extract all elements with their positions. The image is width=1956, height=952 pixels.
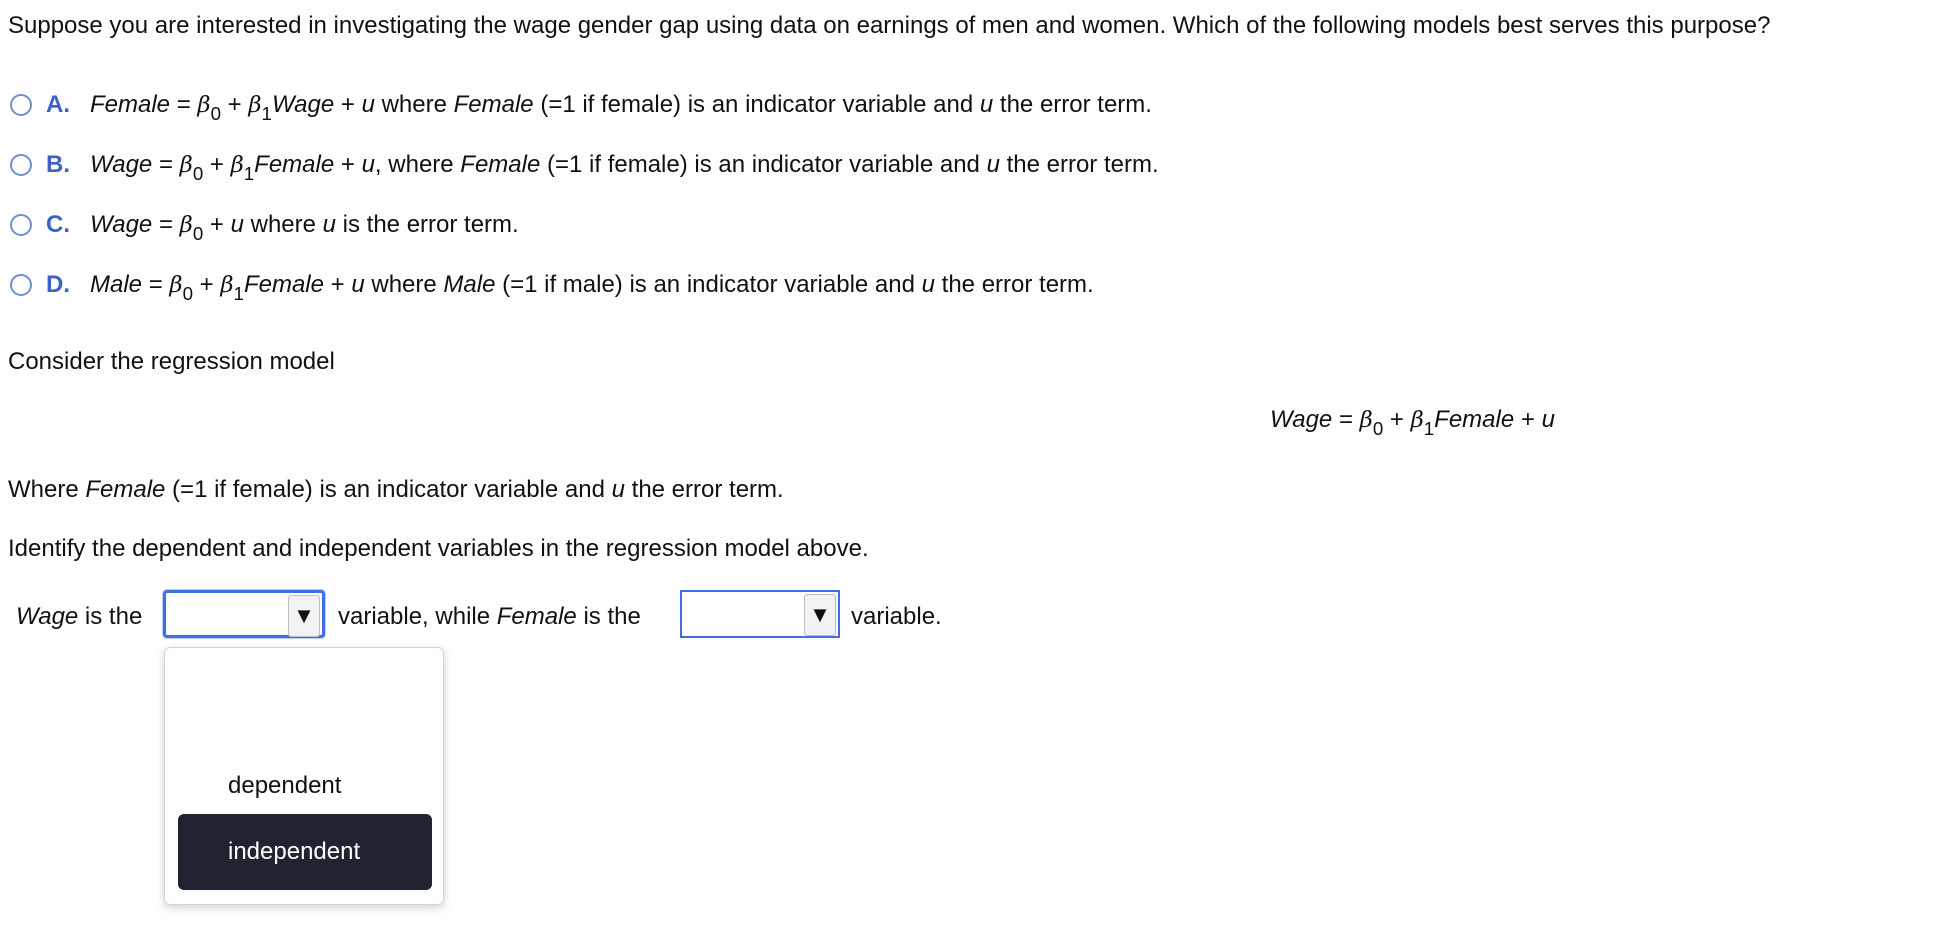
radio-button[interactable] — [10, 154, 32, 176]
option-letter: C. — [46, 211, 70, 238]
option-text: Wage = $\beta_0 + u$ where u is the error term. — [90, 211, 519, 244]
radio-button[interactable] — [10, 94, 32, 116]
option-letter: A. — [46, 91, 70, 118]
question-text: Suppose you are interested in investigating the wage gender gap using data on earnings of men and women. Which of the following models best serves this purpose? — [8, 12, 1771, 39]
option-letter: D. — [46, 271, 70, 298]
dropdown-menu — [164, 647, 444, 905]
dropdown-arrow-icon[interactable]: ▼ — [288, 595, 320, 637]
option-text: Male = $\beta_0$ + $\beta_1Female + u$ where Male (=1 if male) is an indicator variable and u the error term. — [90, 271, 1094, 304]
option-b[interactable] — [10, 148, 1159, 182]
regression-equation: Wage = $\beta_0$ + $\beta_1Female + u$ — [1270, 406, 1555, 439]
option-d[interactable] — [10, 268, 1094, 302]
dropdown-option-dependent[interactable]: dependent — [228, 772, 342, 799]
option-letter: B. — [46, 151, 70, 178]
regression-intro: Consider the regression model — [8, 348, 335, 375]
radio-button[interactable] — [10, 214, 32, 236]
option-text: Female = $\beta_0$ + $\beta_1Wage + u$ where Female (=1 if female) is an indicator variable and u the error term. — [90, 91, 1152, 124]
option-text: Wage = $\beta_0$ + $\beta_1Female + u$, where Female (=1 if female) is an indicator variable and u the error term. — [90, 151, 1159, 184]
variable-type-select-2[interactable] — [680, 590, 840, 638]
fill-in-end: variable. — [851, 603, 942, 630]
option-a[interactable] — [10, 88, 1152, 122]
dropdown-arrow-icon[interactable]: ▼ — [804, 594, 836, 636]
option-c[interactable] — [10, 208, 519, 242]
fill-in-lead: Wage is the — [16, 603, 143, 630]
variable-type-select-1[interactable] — [163, 590, 325, 638]
fill-in-middle: variable, while Female is the — [338, 603, 641, 630]
radio-button[interactable] — [10, 274, 32, 296]
dropdown-option-independent[interactable]: independent — [178, 814, 432, 890]
identify-prompt: Identify the dependent and independent variables in the regression model above. — [8, 535, 869, 562]
variable-definition: Where Female (=1 if female) is an indicator variable and u the error term. — [8, 476, 784, 503]
